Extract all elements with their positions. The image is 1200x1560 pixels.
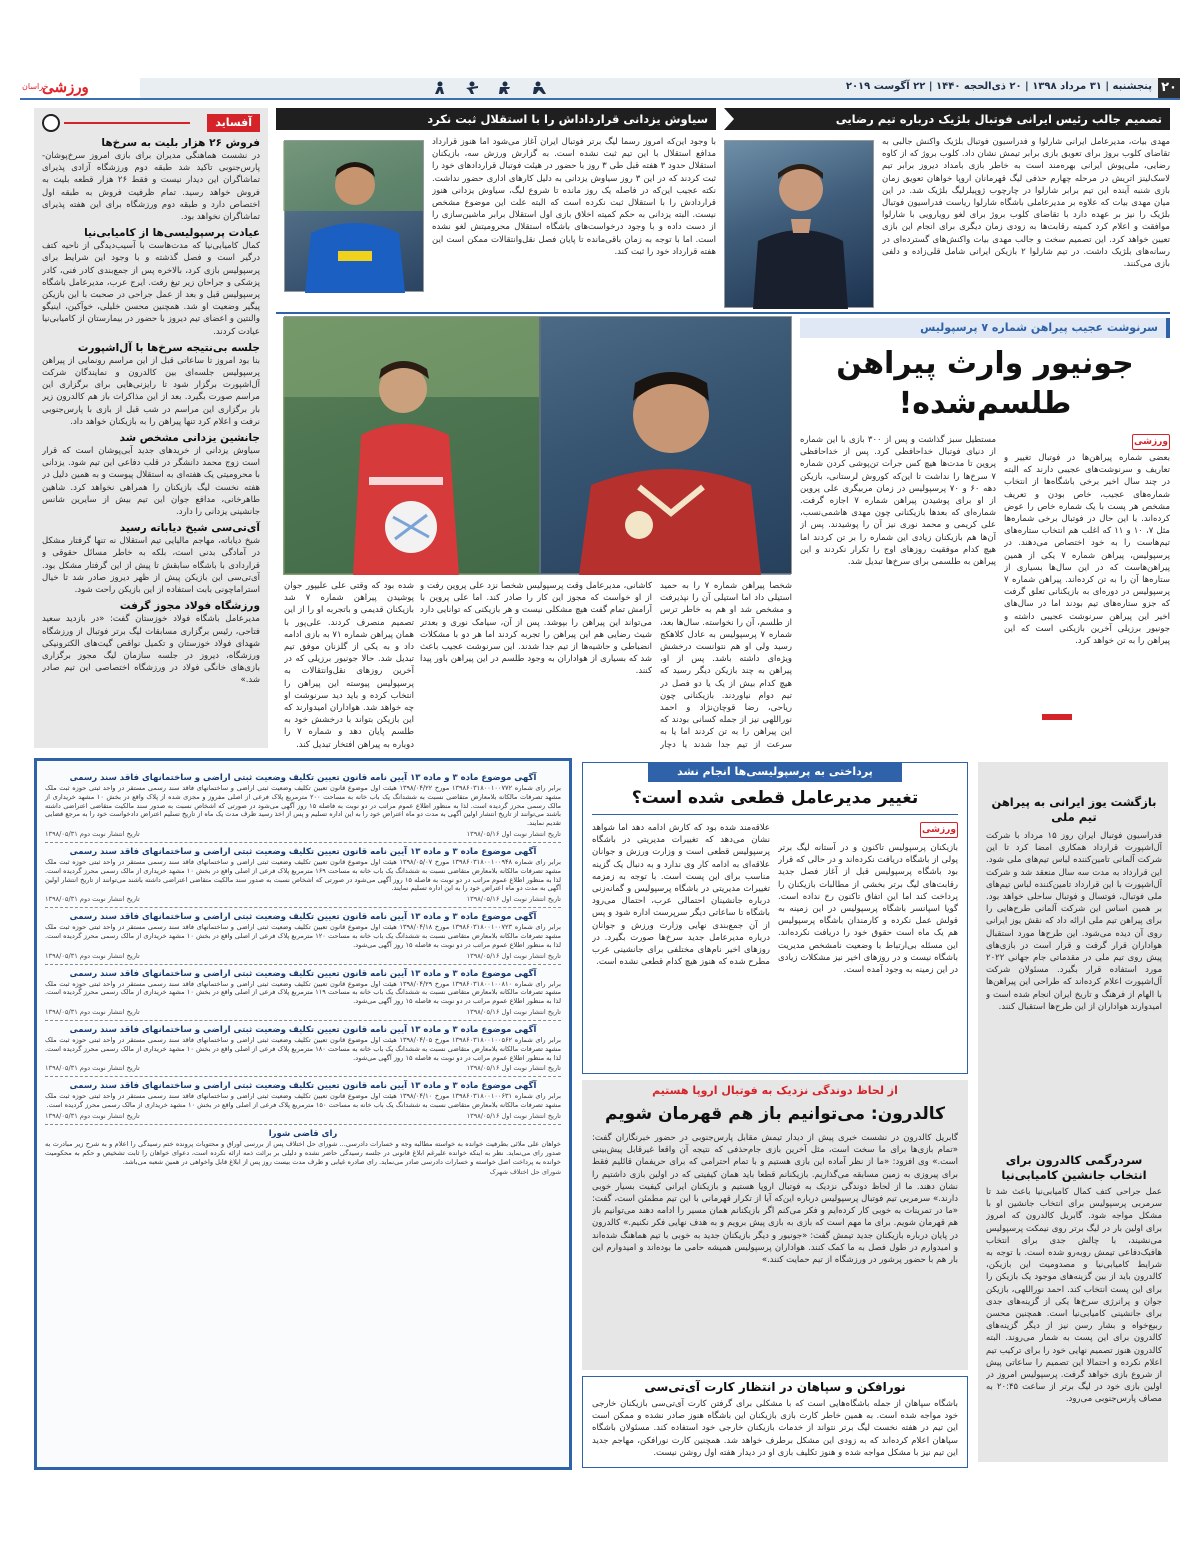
legal-ad-date-2: تاریخ انتشار نوبت دوم ۱۳۹۸/۰۵/۳۱ [45,1111,140,1120]
legal-ad [45,965,561,1021]
legal-ad [45,769,561,843]
legal-ad [45,1021,561,1077]
legal-ad [45,843,561,908]
legal-ad-date-2: تاریخ انتشار نوبت دوم ۱۳۹۸/۰۵/۳۱ [45,951,140,960]
article-calderon-kicker: از لحاظ دوندگی نزدیک به فوتبال اروپا هستیم [652,1084,898,1097]
article-manager-kicker: پرداختی به پرسپولیسی‌ها انجام نشد [648,762,902,782]
news-item-body: شیخ دیاباته، مهاجم مالیایی تیم استقلال نه تنها گرفتار مشکل در آمادگی بدنی است، بلکه به خاطر مسائل حقوقی و قراردادی با باشگاه سابقش تا پیش از این گرفتار مشکل بود. آی‌تی‌سی این بازیکن پیش از ظهر دیروز صادر شد تا خیال استراماچونی بابت استفاده از این بازیکن راحت شود. [42,536,260,596]
masthead-bar [20,78,1180,100]
headline-notch [724,108,734,130]
news-item-title: جلسه بی‌نتیجه سرخ‌ها با آل‌اشپورت [77,341,260,354]
article-calderon-headline: کالدرون: می‌توانیم باز هم قهرمان شویم [604,1104,946,1124]
feature-col-2: مستطیل سبز گذاشت و پس از ۳۰۰ بازی با این شماره از دنیای فوتبال خداحافظی کرد. پس از خداحافظی پروین تا مدت‌ها هیچ کس جرات تن‌پوشی کردن شماره ۷ سرخ‌ها را نداشت تا این‌که کوروش لرستانی، بازیکن دهه ۶۰ و ۷۰ پرسپولیس در زمان مربیگری علی پروین از او برای پوشیدن پیراهن شماره ۷ اجازه گرفت. شماره‌ای که بعدها بازیکنانی چون مهدی هاشمی‌نسب، علی کریمی و محمد نوری نیز آن را پوشیدند. پس از آن‌ها هم بازیکنان زیادی این شماره را بر تن کردند اما هیچ کدام موفقیت روزهای اوج را تکرار نکردند و این پیراهن به طلسمی برای سرخ‌ها تبدیل شد. [800,435,996,568]
news-item-body: مدیرعامل باشگاه فولاد خوزستان گفت: «در بازدید سعید فتاحی، رئیس برگزاری مسابقات لیگ برتر فوتبال از ورزشگاه شهدای فولاد خوزستان و تکمیل نواقص گیت‌های الکترونیکی ورزشگاه، دیروز در جلسه سازمان لیگ مجوز برگزاری بازی‌های خانگی فولاد در ورزشگاه اختصاصی این تیم صادر شد.» [42,614,260,686]
legal-ad-title: آگهی موضوع ماده ۳ و ماده ۱۳ آیین نامه قانون تعیین تکلیف وضعیت ثبتی اراضی و ساختمانهای فاقد سند رسمی [69,1024,537,1035]
feature-top-rule [276,312,1170,314]
feature-source-tag: ورزشی [1132,434,1170,450]
right-col-2-headline: سردرگمی کالدرون برای انتخاب جانشین کامیابی‌نیا [1001,1153,1147,1182]
legal-ad-title: آگهی موضوع ماده ۳ و ماده ۱۳ آیین نامه قانون تعیین تکلیف وضعیت ثبتی اراضی و ساختمانهای فاقد سند رسمی [69,968,537,979]
legal-ad-date-1: تاریخ انتشار نوبت اول ۱۳۹۸/۰۵/۱۶ [466,951,561,960]
legal-ad-date-1: تاریخ انتشار نوبت اول ۱۳۹۸/۰۵/۱۶ [466,1111,561,1120]
article-itc-body: باشگاه سپاهان از جمله باشگاه‌هایی است که با مشکلی برای گرفتن کارت آی‌تی‌سی بازیکنان خارجی خود مواجه شده است. به همین خاطر کارت بازی بازیکنان این باشگاه هنوز صادر نشده و ممکن است این تیم در هفته نخست لیگ برتر نتواند از خدمات بازیکنان خارجی خود استفاده کند. مسئولان باشگاه سپاهان اعلام کرده‌اند که به زودی این مشکل برطرف خواهد شد. همچنین کارت نورافکن، مهاجم جدید این تیم نیز با مشکل مواجه شده و هنوز تکلیف بازی او در دیدار هفته اول روشن نیست. [592,1399,958,1458]
story-right-body: مهدی بیات، مدیرعامل ایرانی شارلوا و فدراسیون فوتبال بلژیک واکنش جالبی به تقاضای کلوب بروژ برای تعویق بازی برابر تیمش نشان داد. کلوب بروژ که از کاوه رضایی، ملی‌پوش ایرانی بهره‌مند است به خاطر بازی بامداد دیروز برابر تیم لاسک‌لینز اتریش در مرحله چهارم حذفی لیگ قهرمانان اروپا خواهان تعویق زمان بازی شنبه آینده این تیم برابر شارلوا در چارچوب ژوپیلرلیگ بلژیک شد. در این میان مهدی بیات که علاوه بر مدیرعاملی باشگاه شارلوا ریاست فدراسیون فوتبال بلژیک را نیز بر عهده دارد با تقاضای کلوب بروژ برای لغو رویارویی با شارلوا موافقت و اعلام کرد کمیته رقابت‌ها به زودی زمان دیگری برای انجام این بازی تعیین خواهد کرد. این تصمیم سخت و جالب مهدی بیات واکنش‌های گسترده‌ای در رسانه‌های بلژیک داشت. در تیم شارلوا ۲ بازیکن ایرانی شامل قلی‌زاده و دلفی بازی می‌کنند. [882,137,1170,270]
section-logo [20,78,140,98]
news-item-title: جانشین یزدانی مشخص شد [119,432,260,445]
news-section-header [42,114,260,132]
right-col-1-headline: بازگشت یوز ایرانی به پیراهن تیم ملی [991,795,1157,824]
article-calderon-body: گابریل کالدرون در نشست خبری پیش از دیدار تیمش مقابل پارس‌جنوبی در حضور خبرنگاران گفت: «تمام بازی‌ها برای ما سخت است، مثل آخرین بازی جام‌حذفی که نتیجه آن واقعا غیرقابل پیش‌بینی است.» وی افزود: «ما از نظر آماده این بازی هستیم و با تمام احترامی که برای حریفمان قائلیم فقط برای پیروزی به زمین مسابقه می‌گذاریم. بازیکنانم قطعا باید همان کیفیتی که در اولین بازی داشتیم را نشان دهند. ما از لحاظ دوندگی نزدیک به فوتبال اروپا هستیم و بازیکنان ایرانی کیفیت بسیار خوبی دارند.» سرمربی تیم فوتبال پرسپولیس درباره این‌که آیا از تکرار قهرمانی با این تیم مطمئن است، گفت: «ما در تمرینات به خوبی کار کرده‌ایم و فکر می‌کنم اگر بازیکنانم همان مسیر را ادامه دهند می‌توانیم باز هم قهرمان شویم. برای ما مهم است که بازی به بازی پیش برویم و به هدف نهایی فکر نکنیم.» کالدرون در پایان درباره بازیکنان جدید تیمش گفت: «جونیور و دیگر بازیکنان جدید به خوبی با تیم هماهنگ شده‌اند و امیدوارم در طول فصل به ما کمک کنند. هواداران پرسپولیس همیشه حامی ما بوده‌اند و امیدوارم این بار هم با حضور پرشور در ورزشگاه از تیم حمایت کنند.» [592,1133,958,1266]
legal-ad-body: برابر رای شماره ۱۳۹۸۶۰۳۱۸۰۰۱۰۰۷۷۲ مورخ ۱۳۹۸/۰۴/۲۲ هیئت اول موضوع قانون تعیین تکلیف وضعیت ثبتی اراضی و ساختمانهای فاقد سند رسمی مستقر در واحد ثبتی حوزه ثبت ملک مشهد تصرفات مالکانه بلامعارض متقاضی نسبت به ششدانگ یک باب خانه به مساحت ۲۰۰ مترمربع پلاک فرعی از اصلی مفروز و مجزی شده از پلاک واقع در بخش ۱۰ مشهد خریداری از مالک رسمی محرز گردیده است. لذا به منظور اطلاع عموم مراتب در دو نوبت به فاصله ۱۵ روز آگهی می‌شود در صورتی که اشخاص نسبت به صدور سند مالکیت متقاضی اعتراضی داشته باشند می‌توانند از تاریخ انتشار اولین آگهی به مدت دو ماه اعتراض خود را به این اداره تسلیم و پس از اخذ رسید ظرف مدت یک ماه از تاریخ تسلیم اعتراض دادخواست خود را به مرجع قضایی تقدیم نمایند. [45,784,562,828]
story-left-body: با وجود این‌که امروز رسما لیگ برتر فوتبال ایران آغاز می‌شود اما هنوز قرارداد مدافع استقلال با این تیم ثبت نشده است. به گزارش ورزش سه، بازیکنان استقلال حدود ۳ هفته قبل طی ۳ روز با حضور در هیئت فوتبال قراردادهای خود را ثبت کردند که در این ۳ روز سیاوش یزدانی به دلیل کارهای اداری حضور نداشت. نکته عجیب این‌که در فاصله یک روز مانده تا شروع لیگ، سیاوش یزدانی هنوز قراردادش را با استقلال ثبت نکرده است که البته علت این موضوع مشخص نیست. البته یزدانی به حکم کمیته اخلاق بازی اول استقلال برابر ماشین‌سازی را از دست داده و با وجود درخواست‌های باشگاه استقلال محرومیتش لغو نشده است. اما با توجه به زمان باقی‌مانده تا پایان فصل نقل‌وانتقالات ممکن است این هفته قرارداد خود را ثبت کند. [432,137,716,257]
feature-kicker: سرنوشت عجیب پیراهن شماره ۷ پرسپولیس [800,318,1170,338]
legal-ad-title: آگهی موضوع ماده ۳ و ماده ۱۳ آیین نامه قانون تعیین تکلیف وضعیت ثبتی اراضی و ساختمانهای فاقد سند رسمی [69,846,537,857]
court-notice-title: رای قاضی شورا [268,1128,338,1139]
photo-parvin [540,316,792,574]
article-manager-tag: ورزشی [920,822,958,838]
news-section-label: آفساید [207,114,260,132]
feature-title-line1: جونیور وارث پیراهن [836,346,1134,381]
legal-ad-body: برابر رای شماره ۱۳۹۸۶۰۳۱۸۰۰۱۰۰۷۲۳ مورخ ۱۳۹۸/۰۴/۱۸ هیئت اول موضوع قانون تعیین تکلیف وضعیت ثبتی اراضی و ساختمانهای فاقد سند رسمی مستقر در واحد ثبتی حوزه ثبت ملک مشهد تصرفات مالکانه بلامعارض متقاضی نسبت به ششدانگ یک باب خانه به مساحت ۱۲۰ مترمربع پلاک فرعی از اصلی واقع در بخش ۱۰ مشهد خریداری از مالک رسمی محرز گردیده است. لذا به منظور اطلاع عموم مراتب در دو نوبت به فاصله ۱۵ روز آگهی می‌شود. [45,923,561,949]
court-notice-footer: شورای حل اختلاف شهرک [489,1168,561,1177]
legal-ad-title: آگهی موضوع ماده ۳ و ماده ۱۳ آیین نامه قانون تعیین تکلیف وضعیت ثبتی اراضی و ساختمانهای فاقد سند رسمی [69,773,537,783]
legal-ad-body: برابر رای شماره ۱۳۹۸۶۰۳۱۸۰۰۱۰۰۵۶۲ مورخ ۱۳۹۸/۰۴/۰۵ هیئت اول موضوع قانون تعیین تکلیف وضعیت ثبتی اراضی و ساختمانهای فاقد سند رسمی مستقر در واحد ثبتی حوزه ثبت ملک مشهد تصرفات مالکانه بلامعارض متقاضی نسبت به ششدانگ یک باب خانه به مساحت ۱۸۰ مترمربع پلاک فرعی از اصلی واقع در بخش ۱۰ مشهد خریداری از مالک رسمی محرز گردیده است. لذا به منظور اطلاع عموم مراتب در دو نوبت به فاصله ۱۵ روز آگهی می‌شود. [45,1035,561,1062]
legal-ad-body: برابر رای شماره ۱۳۹۸۶۰۳۱۸۰۰۱۰۰۶۳۱ مورخ ۱۳۹۸/۰۴/۱۰ هیئت اول موضوع قانون تعیین تکلیف وضعیت ثبتی اراضی و ساختمانهای فاقد سند رسمی مستقر در واحد ثبتی حوزه ثبت ملک مشهد تصرفات مالکانه بلامعارض متقاضی نسبت به ششدانگ یک باب خانه به مساحت ۱۵۰ مترمربع پلاک فرعی از اصلی واقع در بخش ۱۰ مشهد خریداری از مالک رسمی محرز گردیده است. [45,1092,561,1110]
legal-ad-date-1: تاریخ انتشار نوبت اول ۱۳۹۸/۰۵/۱۶ [466,895,561,904]
news-items [42,136,260,687]
legal-ad-body: برابر رای شماره ۱۳۹۸۶۰۳۱۸۰۰۱۰۰۸۱۰ مورخ ۱۳۹۸/۰۴/۲۹ هیئت اول موضوع قانون تعیین تکلیف وضعیت ثبتی اراضی و ساختمانهای فاقد سند رسمی مستقر در واحد ثبتی حوزه ثبت ملک مشهد تصرفات مالکانه بلامعارض متقاضی نسبت به ششدانگ یک باب خانه به مساحت ۱۱۹ مترمربع پلاک فرعی از اصلی واقع در بخش ۱۰ مشهد خریداری از مالک رسمی محرز گردیده است. لذا به منظور اطلاع عموم مراتب در دو نوبت به فاصله ۱۵ روز آگهی می‌شود. [45,979,561,1006]
news-item-title: آی‌تی‌سی شیخ دیاباته رسید [119,522,260,535]
news-item-body: در نشست هماهنگی مدیران برای بازی امروز سرخ‌پوشان-پارس‌جنوبی تاکید شد طبقه دوم ورزشگاه آزادی پذیرای تماشاگران این دیدار نیست و فقط ۲۶ هزار قطعه بلیت به فروش خواهد رسید. تمام ظرفیت فروش به طبقه اول اختصاص دارد و طبقه دوم ورزشگاه برای این هفته پذیرای تماشاگران نخواهد بود. [42,151,260,223]
news-item-body: سیاوش یزدانی از خریدهای جدید آبی‌پوشان است که قرار است زوج محمد دانشگر در قلب دفاعی این تیم شود. یزدانی با محرومیتی یک هفته‌ای به استقلال پیوست و به همین دلیل در هفته نخست لیگ بازیکنان را همراهی نخواهد کرد. شاهین طاهرخانی، مدافع جوان این تیم بیش از سایرین شانس جانشینی یزدانی را دارد. [42,446,260,518]
ads-list [45,769,561,1125]
photo-junior [284,316,540,574]
news-column [34,108,268,748]
news-item-body: بنا بود امروز تا ساعاتی قبل از این مراسم رونمایی از پیراهن پرسپولیس جلسه‌ای بین کالدرون و نمایندگان شرکت آل‌اشپورت برگزار شود تا رایزنی‌هایی برای برگزاری این مراسم صورت بگیرد. بعد از این مذاکرات باز هم کالدرون زیر بار برگزاری این مراسم در شب قبل از بازی با پارس‌جنوبی نرفت و اعلام کرد تنها پیراهن را به بازیکنان خواهد داد. [42,355,260,427]
feature-col-5: شده بود که وقتی علی علیپور جوان پوشیدن پیراهن شماره ۷ شد بازیکنان قدیمی و باتجربه او را از این تصمیم منصرف کردند. علی‌پور با همان پیراهن شماره ۷۱ به بازی ادامه داد و به یکی از گلزنان موفق تیم تبدیل شد. حالا جونیور برزیلی که در آخرین روزهای نقل‌وانتقالات به پرسپولیس پیوسته این پیراهن را انتخاب کرده و باید دید سرنوشت او چه خواهد شد. هواداران امیدوارند که این بازیکن بتواند با درخشش خود به طلسم پایان دهد و شماره ۷ را دوباره به پیراهن افتخار تبدیل کند. [284,581,414,750]
legal-ad [45,908,561,964]
player-photo-rezaei [724,140,874,308]
date-line: پنجشنبه | ۳۱ مرداد ۱۳۹۸ | ۲۰ ذی‌الحجه ۱۴۴۰ | ۲۲ آگوست ۲۰۱۹ [845,81,1152,92]
legal-ad-date-1: تاریخ انتشار نوبت اول ۱۳۹۸/۰۵/۱۶ [466,1064,561,1073]
news-item-body: کمال کامیابی‌نیا که مدت‌هاست با آسیب‌دیدگی از ناحیه کتف درگیر است و فصل گذشته و با وجود این شرایط برای پرسپولیس بازی کرد، بالاخره پس از جمع‌بندی کادر فنی، کادر پزشکی و جراحان زیر تیغ رفت. ایرج عرب، مدیرعامل باشگاه پرسپولیس قبل و بعد از عمل جراحی در صحبت با این بازیکن پیگیر وضعیت او شد. همچنین محسن خلیلی، خوآکین، اینیگو والنتین و اعضای تیم دیروز با حضور در بیمارستان از کامیابی‌نیا عیادت کردند. [42,241,260,337]
legal-ad-date-2: تاریخ انتشار نوبت دوم ۱۳۹۸/۰۵/۳۱ [45,1007,140,1016]
legal-ad-body: برابر رای شماره ۱۳۹۸۶۰۳۱۸۰۰۱۰۰۹۴۸ مورخ ۱۳۹۸/۰۵/۰۷ هیئت اول موضوع قانون تعیین تکلیف وضعیت ثبتی اراضی و ساختمانهای فاقد سند رسمی مستقر در واحد ثبتی حوزه ثبت ملک مشهد تصرفات مالکانه بلامعارض متقاضی نسبت به ششدانگ یک باب خانه به مساحت ۱۶۹ مترمربع پلاک فرعی از اصلی واقع در بخش ۱۰ مشهد خریداری از مالک رسمی محرز گردیده است. لذا به منظور اطلاع عموم مراتب در دو نوبت به فاصله ۱۵ روز آگهی می‌شود در صورتی که اشخاص نسبت به صدور سند مالکیت متقاضی اعتراضی داشته باشند می‌توانند از تاریخ انتشار اولین آگهی به مدت دو ماه اعتراض خود را به این اداره تسلیم نمایند. [45,857,561,893]
player-photo-yazdani [284,140,424,292]
logo-sub: خراسان [22,82,49,91]
article-manager-body-b: علاقه‌مند شده بود که کارش ادامه دهد اما شواهد نشان می‌دهد که تغییرات مدیریتی در باشگاه پرسپولیس قطعی است و وزارت ورزش و جوانان علاقه‌ای به ادامه کار وی ندارد و به دنبال یک گزینه مناسب برای این پست است. با توجه به زمزمه تغییرات مدیریتی در باشگاه پرسپولیس و گمانه‌زنی درباره جانشینان احتمالی عرب، احتمال می‌رود باشگاه تا ساعاتی دیگر سرپرست اداره شود و پس از آن جمع‌بندی نهایی وزارت ورزش و جوانان درباره مدیرعامل جدید سرخ‌ها صورت بگیرد. در روزهای اخیر نام‌های مختلفی برای جانشینی عرب مطرح شده که هنوز هیچ کدام قطعی نشده است. [592,823,770,968]
story-left-headline: سیاوش یزدانی قرارداداش را با استقلال ثبت نکرد [276,108,716,130]
right-col-1-body: فدراسیون فوتبال ایران روز ۱۵ مرداد با شرکت آل‌اشپورت قرارداد همکاری امضا کرد تا این شرکت آلمانی تامین‌کننده لباس تیم‌های ملی شود. این قرارداد به مدت سه سال منعقد شد و شرکت آل‌اشپورت با این قرارداد تامین‌کننده لباس تیم‌های ملی فوتبال، فوتسال و فوتبال ساحلی خواهد بود. بر همین اساس این شرکت آلمانی طرح‌هایی را برای پیراهن تیم ملی ارائه داد که نقش یوز ایرانی روی آن دیده می‌شود. این طرح‌ها مورد استقبال هواداران قرار گرفت و قرار است در بازی‌های پیش روی تیم ملی در مقدماتی جام جهانی ۲۰۲۲ مورد استفاده قرار بگیرد. مسئولان شرکت آل‌اشپورت اعلام کرده‌اند که طراحی این پیراهن‌ها با الهام از فرهنگ و تاریخ ایران انجام شده است و امیدوارند هواداران از این طرح‌ها استقبال کنند. [986,831,1162,1012]
legal-ad-date-1: تاریخ انتشار نوبت اول ۱۳۹۸/۰۵/۱۶ [466,829,561,838]
news-item-title: عیادت پرسپولیسی‌ها از کامیابی‌نیا [84,227,260,240]
news-item-title: فروش ۲۶ هزار بلیت به سرخ‌ها [101,137,260,149]
article-itc-headline: نورافکن و سپاهان در انتظار کارت آی‌تی‌سی [644,1380,906,1394]
legal-ad-date-2: تاریخ انتشار نوبت دوم ۱۳۹۸/۰۵/۳۱ [45,895,140,904]
story-right-headline: تصمیم جالب رئیس ایرانی فوتبال بلژیک درباره تیم رضایی [724,108,1170,130]
sport-pictograms-icon [430,80,570,96]
article-manager-headline: تغییر مدیرعامل قطعی شده است؟ [631,788,919,808]
feature-title-line2: طلسم‌شده! [898,386,1072,421]
legal-ad-title: آگهی موضوع ماده ۳ و ماده ۱۳ آیین نامه قانون تعیین تکلیف وضعیت ثبتی اراضی و ساختمانهای فاقد سند رسمی [69,1081,537,1092]
feature-col-4: کاشانی، مدیرعامل وقت پرسپولیس شخصا نزد علی پروین رفت و از او خواست که مجوز این کار را صادر کند. اما علی پروین با آرامش تمام گفت هیچ مشکلی نیست و هر بازیکنی که توانایی دارد می‌تواند این پیراهن را بپوشد. پس از آن، سیامک نوری و بعدتر شیث رضایی هم این پیراهن را تجربه کردند اما هر دو با مشکلات انضباطی و حاشیه‌ها از تیم جدا شدند. این سرنوشت عجیب باعث شد که بسیاری از هواداران به وجود طلسم در این پیراهن باور پیدا کنند. [420,581,652,677]
article-manager-body-a: بازیکنان پرسپولیس تاکنون و در آستانه لیگ برتر پولی از باشگاه دریافت نکرده‌اند و در حالی که قرار بود باشگاه پرسپولیس قبل از آغاز فصل جدید رقابت‌های لیگ برتر بخشی از مطالبات بازیکنان را پرداخت کند اما این اتفاق تاکنون رخ نداده است. گویا اسپانسر باشگاه پرسپولیس در این زمینه به قولش عمل نکرده و کارمندان باشگاه پرسپولیس هم یک ماه است حقوق خود را دریافت نکرده‌اند. این مسئله بی‌ارتباط با وضعیت نامشخص مدیریت باشگاه نیست و در روزهای اخیر نیز مشکلات زیادی در این زمینه به وجود آمده است. [778,843,958,976]
legal-ads-box [34,758,572,1470]
legal-ad-date-2: تاریخ انتشار نوبت دوم ۱۳۹۸/۰۵/۳۱ [45,829,140,838]
football-icon [42,114,60,132]
logo-text: ورزشی [42,78,89,96]
headline-rule [592,814,958,815]
legal-ad-date-2: تاریخ انتشار نوبت دوم ۱۳۹۸/۰۵/۳۱ [45,1064,140,1073]
feature-col-1: بعضی شماره پیراهن‌ها در فوتبال تغییر و تعاریف و سرنوشت‌های عجیبی دارند که البته در چند سال اخیر برخی باشگاه‌ها از انتخاب شماره‌های عجیب، خاص بودن و تعریف مشخص هر پست با یک شماره خاص را عوض کرده‌اند. با این حال در فوتبال برخی شماره‌ها مثل ۷، ۱۰ و ۱۱ که اغلب هم انتخاب ستاره‌های تیم‌هاست را به خود اختصاص می‌دهند. در پرسپولیس، پیراهن شماره ۷ یکی از همین پیراهن‌هاست که در این سال‌ها بسیاری از ستاره‌ها آن را به تن کرده‌اند. پیراهن شماره ۷ پرسپولیس در دوره‌ای به بازیکنانی تعلق گرفت که جزو ستاره‌های تیم بودند اما در سال‌های اخیر این پیراهن سرنوشت عجیبی داشته و جونیور برزیلی آخرین بازیکنی است که این پیراهن را به تن خواهد کرد. [1004,453,1170,647]
feature-col-3: شخصا پیراهن شماره ۷ را به حمید استیلی داد اما استیلی آن را نپذیرفت و مشخص شد او هم به خاطر ترس از طلسم، آن را نخواسته. سال‌ها بعد، شماره ۷ پرسپولیس به عادل کلاهکج رسید ولی او هم نتوانست درخشش ویژه‌ای داشته باشد. پس از او، پیراهن به چند بازیکن دیگر رسید که هیچ کدام بیش از یک یا دو فصل در تیم دوام نیاوردند. بازیکنانی چون ریاحی، رضا قوچان‌نژاد و احمد نوراللهی نیز از جمله کسانی بودند که این پیراهن را به تن کردند اما یا به سرعت از تیم جدا شدند یا دچار [660,581,792,750]
end-marker [1042,714,1072,720]
court-notice-body: خواهان علی ملائی بطرفیت خوانده به خواسته مطالبه وجه و خسارات دادرسی... شورای حل اختلاف پس از بررسی اوراق و محتویات پرونده ختم رسیدگی را اعلام و به شرح زیر مبادرت به صدور رای می‌نماید. نظر به اینکه خوانده علیرغم ابلاغ قانونی در جلسه رسیدگی حاضر نشده و دلیلی بر برائت ذمه ارائه نکرده است، دعوای خواهان را ثابت تشخیص و حکم به محکومیت خوانده به پرداخت اصل خواسته و خسارات دادرسی صادر می‌نماید. رای صادره غیابی و ظرف مدت بیست روز پس از ابلاغ قابل واخواهی در همین شعبه می‌باشد. [45,1139,561,1166]
news-item-title: ورزشگاه فولاد مجوز گرفت [119,600,260,613]
page-number: ۲۰ [1158,78,1180,98]
header-rule [64,122,190,124]
legal-ad-date-1: تاریخ انتشار نوبت اول ۱۳۹۸/۰۵/۱۶ [466,1007,561,1016]
legal-ad [45,1077,561,1125]
right-col-2-body: عمل جراحی کتف کمال کامیابی‌نیا باعث شد تا سرمربی پرسپولیس برای انتخاب جانشین او با مشکل مواجه شود. گابریل کالدرون که امروز برای اولین بار در لیگ برتر روی نیمکت پرسپولیس می‌نشیند، با چالش جدی برای انتخاب هافبک‌دفاعی تیمش روبه‌رو شده است. با توجه به شرایط کامیابی‌نیا و مصدومیت این بازیکن، کالدرون باید از بین گزینه‌های موجود یک بازیکن را برای این پست انتخاب کند. احمد نوراللهی، بازیکن جوان و پرانرژی سرخ‌ها یکی از گزینه‌های جدی برای جانشینی کامیابی‌نیا است. همچنین محسن ربیع‌خواه و بشار رسن نیز از دیگر گزینه‌های کالدرون برای این پست به شمار می‌روند. البته کالدرون هنوز تصمیم نهایی خود را برای ترکیب تیم اعلام نکرده و احتمالا این تصمیم را ساعاتی پیش از شروع بازی خواهد گرفت. پرسپولیس امروز در اولین بازی خود در لیگ برتر از ساعت ۲۰:۴۵ به مصاف پارس‌جنوبی می‌رود. [986,1187,1162,1405]
legal-ad-title: آگهی موضوع ماده ۳ و ماده ۱۳ آیین نامه قانون تعیین تکلیف وضعیت ثبتی اراضی و ساختمانهای فاقد سند رسمی [69,912,537,923]
court-notice [45,1125,561,1180]
